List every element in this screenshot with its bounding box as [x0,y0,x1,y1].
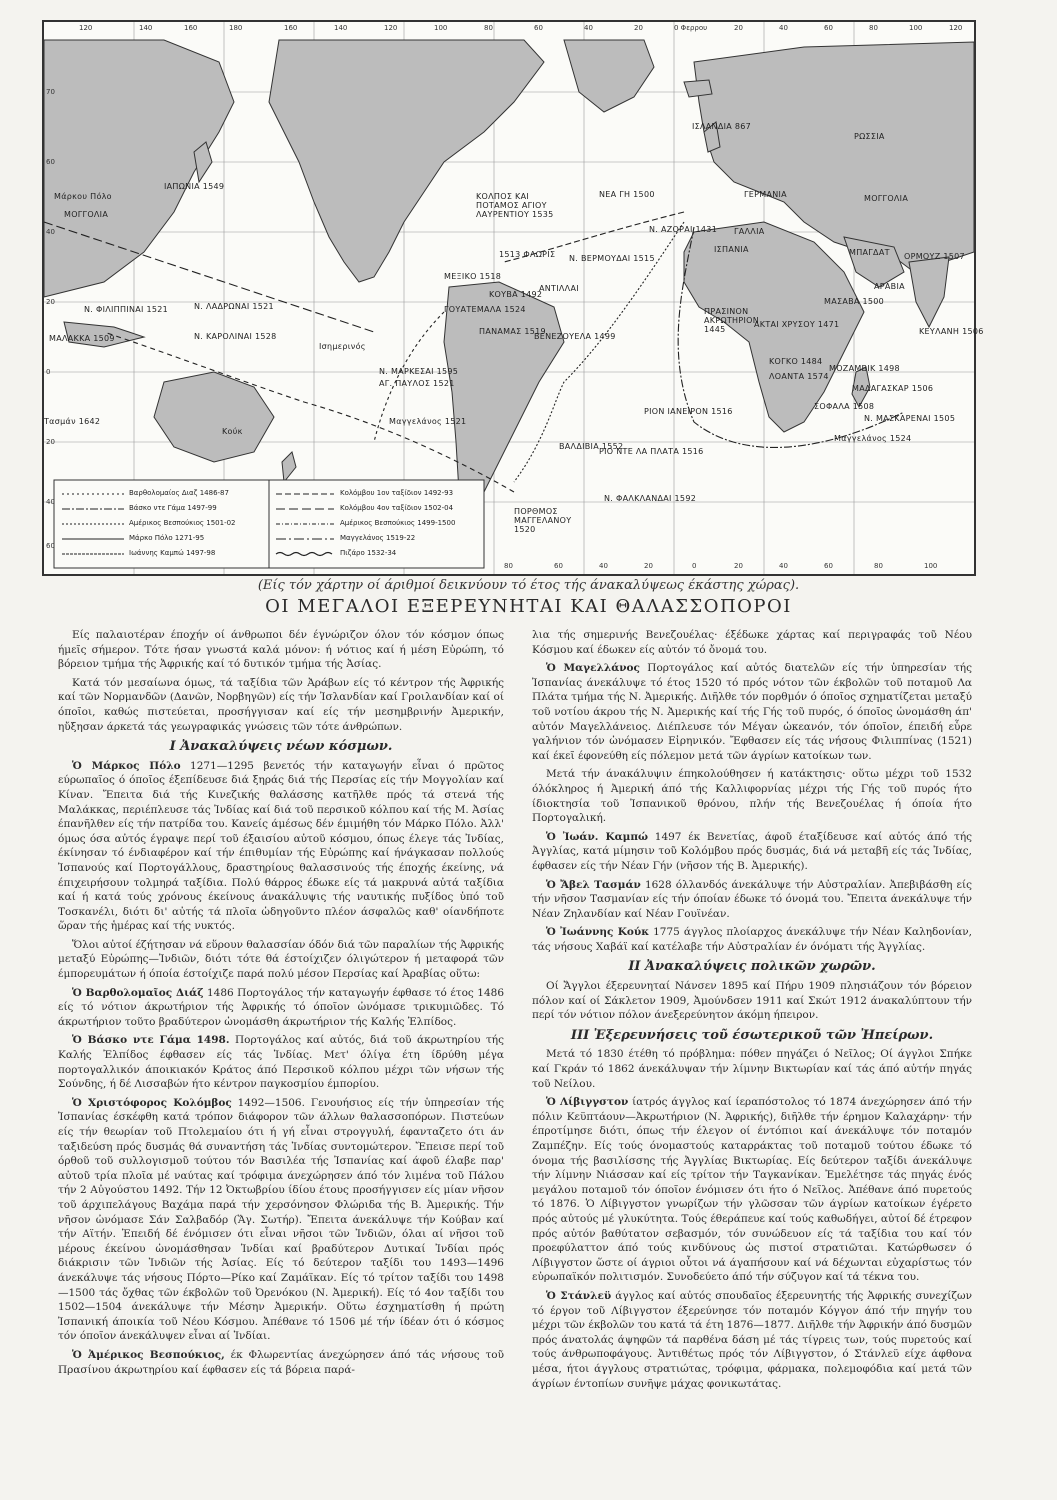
legend-entry: Βάσκο ντε Γάμα 1497-99 [129,504,217,512]
map-label: Ν. ΒΕΡΜΟΥΔΑΙ 1515 [569,254,655,263]
bottom-tick: 20 [734,562,743,570]
left-tick: 0 [46,368,51,376]
map-label: ΓΑΛΛΙΑ [734,227,765,236]
paragraph-text: 1628 όλλανδός άνεκάλυψε τήν Αὐστραλίαν. Ἀπεβιβάσθη είς τήν νῆσον Τασμανίαν είς τήν όποίαν έδωκε τό όνομά του. Ἔπειτα άνεκάλυψε τήν Νέαν Ζηλανδίαν καί Νέαν Γουϊνέαν. [532,878,972,920]
map-label: ΜΟΓΓΟΛΙΑ [64,210,109,219]
map-label: Μαγγελάνος 1524 [834,434,912,443]
map-label: Ν. ΚΑΡΟΛΙΝΑΙ 1528 [194,332,277,341]
section-heading: Ι Ἀνακαλύψεις νέων κόσμων. [169,739,393,755]
bottom-tick: 80 [504,562,513,570]
left-tick: 70 [46,88,55,96]
paragraph: Ὅλοι αὐτοί έζήτησαν νά εὕρουν θαλασσίαν όδόν διά τῶν παραλίων τής Ἀφρικής μεταξύ Εὐρώπης—Ἰνδιῶν, διότι τότε θά έστοίχιζεν όλιγώτερον ή μεταφορά τῶν έμπορευμάτων ή όποία έστοίχιζε παρά πολύ μέσον Περσίας καί Ἀραβίας οὕτω: [58,938,504,981]
map-label: ΜΑΣΑΒΑ 1500 [824,297,885,306]
map-label: ΚΟΓΚΟ 1484 [769,357,823,366]
legend-entry: Ιωάννης Καμπώ 1497-98 [129,549,216,557]
map-label: Κούκ [222,427,243,436]
map-label: ΝΕΑ ΓΗ 1500 [599,190,655,199]
map-label: Ισημερινός [319,342,366,351]
map-label: ΡΩΣΣΙΑ [854,132,885,141]
paragraph-text: 1486 Πορτογάλος τήν καταγωγήν έφθασε τό έτος 1486 είς τό νότιον άκρωτήριον τής Ἀφρικής τό όποῖον ὠνόμασε τρικυμιῶδες. Τό άκρωτήριον τοῦτο βραδύτερον ὠνομάσθη άκρωτήριον τής Καλής Ἐλπίδος. [58,986,504,1028]
map-label: ΙΣΠΑΝΙΑ [714,245,749,254]
paragraph [532,925,972,954]
legend-entry: Αμέρικος Βεσπούκιος 1501-02 [129,519,236,527]
top-tick: 120 [949,24,963,32]
bottom-tick: 40 [779,562,788,570]
paragraph [58,1033,504,1091]
paragraph [58,1348,504,1377]
map-label: Μαγγελάνος 1521 [389,417,467,426]
map-label: ΛΟΑΝΤΑ 1574 [769,372,829,381]
map-label: ΡΙΟ ΝΤΕ ΛΑ ΠΛΑΤΑ 1516 [599,447,704,456]
paragraph: Οί Ἄγγλοι έξερευνηταί Νάνσεν 1895 καί Πήρυ 1909 πλησιάζουν τόν βόρειον πόλον καί οί Σάκλετον 1909, Ἀμούνδσεν 1911 καί Σκώτ 1912 άνακαλύπτουν τήν περί τόν νότιον πόλον άνεξερεύνητον άκόμη ήπειρον. [532,980,972,1022]
legend-entry: Κολόμβου 4ον ταξίδιον 1502-04 [340,504,454,512]
map-label: ΑΓ. ΠΑΥΛΟΣ 1521 [379,379,455,388]
paragraph-text: έκ Φλωρεντίας άνεχώρησεν άπό τάς νήσους τοῦ Πρασίνου άκρωτηρίου καί έφθασεν είς τά βόρεια παρά- [58,1348,504,1376]
explorer-name: Ὁ Ἀμέρικος Βεσπούκιος, [72,1348,225,1361]
map-label: Μάρκου Πόλο [54,192,112,201]
map-label: ΜΠΑΓΔΑΤ [849,248,890,257]
top-tick: 140 [334,24,348,32]
bottom-tick: 80 [874,562,883,570]
top-tick: 100 [909,24,923,32]
map-label: ΠΟΡΘΜΟΣ ΜΑΓΓΕΛΑΝΟΥ 1520 [514,507,572,534]
map-label: ΡΙΟΝ ΙΑΝΕΙΡΟΝ 1516 [644,407,733,416]
map-label: ΙΣΛΑΝΔΙΑ 867 [692,122,752,131]
top-tick: 60 [824,24,833,32]
bottom-tick: 100 [924,562,938,570]
top-tick: 40 [584,24,593,32]
map-label: ΑΚΤΑΙ ΧΡΥΣΟΥ 1471 [754,320,840,329]
paragraph-text: 1492—1506. Γενουήσιος είς τήν ὑπηρεσίαν τής Ἰσπανίας έσκέφθη κατά τρόπον διάφορον τῶν άλλων θαλασσοπόρων. Πιστεύων είς τήν θεωρίαν τοῦ Πτολεμαίου ότι ή γή εἶναι στρογγυλή, έφανταζετο ότι άν ταξιδεύση πρός δυσμάς θά συναντήση τάς Ἰνδίας συντομώτερον. Ἔπεισε περί τοῦ όρθοῦ τοῦ συλλογισμοῦ τούτου τόν Βασιλέα τής Ἰσπανίας καί άφοῦ έλαβε παρ' αὐτοῦ τρία πλοῖα μέ ναύτας καί τρόφιμα άνεχώρησεν άπό τόν λιμένα τοῦ Πάλου τήν 2 Αὐγούστου 1492. Τήν 12 Ὀκτωβρίου ίδίου έτους προσήγγισεν είς μίαν νῆσον τοῦ άρχιπελάγους Βαχάμα παρά τήν χερσόνησον Φλώριδα τής Β. Ἀμερικής. Τήν νῆσον ὠνόμασε Σάν Σαλβαδόρ (Ἅγ. Σωτήρ). Ἔπειτα άνεκάλυψε τήν Κούβαν καί τήν Αϊτήν. Ἐπειδή δέ ένόμισεν ότι εἶναι νῆσοι τῶν Ἰνδιῶν, όλαι αί νῆσοι τοῦ μέρους έκείνου ὠνομάσθησαν Ἰνδίαι καί βραδύτερον Δυτικαί Ἰνδίαι πρός διάκρισιν τῶν Ἰνδιῶν τής Ἀσίας. Είς τό δεύτερον ταξίδι του 1493—1496 άνεκάλυψε τάς νήσους Πόρτο—Ρίκο καί Ζαμάϊκαν. Είς τό τρίτον ταξίδι του 1498—1500 τάς ὄχθας τῶν έκβολῶν τοῦ Ὀρενόκου (Ν. Ἀμερική). Είς τό 4ον ταξίδι του 1502—1504 άνεκάλυψε τήν Μέσην Ἀμερικήν. Οὕτω έσχηματίσθη ή πρώτη Ἰσπανική άποικία τοῦ Νέου Κόσμου. Ἀπέθανε τό 1506 μέ τήν ίδέαν ότι ό κόσμος τόν όποῖον άνεκάλυψεν εἶναι αί Ἰνδίαι. [58,1096,504,1343]
legend-entry: Μάρκο Πόλο 1271-95 [129,534,205,542]
map-label: ΠΑΝΑΜΑΣ 1519 [479,327,546,336]
right-column [532,628,972,1395]
bottom-tick: 60 [554,562,563,570]
top-tick: 120 [79,24,93,32]
top-tick: 80 [484,24,493,32]
top-tick: 20 [734,24,743,32]
map-label: ΓΟΥΑΤΕΜΑΛΑ 1524 [444,305,526,314]
map-label: ΓΕΡΜΑΝΙΑ [744,190,787,199]
top-tick: 160 [284,24,298,32]
legend-entry: Πιζάρο 1532-34 [340,549,397,557]
left-tick: 60 [46,158,55,166]
top-tick: 120 [384,24,398,32]
explorer-name: Ὁ Στάνλεϋ [546,1289,612,1302]
map-label: ΚΕΥΛΑΝΗ 1506 [919,327,984,336]
left-tick: 20 [46,298,55,306]
map-label: ΟΡΜΟΥΖ 1507 [904,252,965,261]
legend-entry: Αμέρικος Βεσπούκιος 1499-1500 [340,519,456,527]
top-tick: 100 [434,24,448,32]
paragraph [58,759,504,934]
explorer-name: Ὁ Βάσκο ντε Γάμα 1498. [72,1034,230,1047]
map-label: ΙΑΠΩΝΙΑ 1549 [164,182,225,191]
map-label: ΠΡΑΣΙΝΟΝ ΑΚΡΩΤΗΡΙΟΝ 1445 [704,307,760,334]
top-tick: 0 Φερρου [674,24,708,32]
explorer-name: Ὁ Ἰωάν. Καμπώ [546,830,649,843]
paragraph-text: Πορτογάλος καί αὐτός, διά τοῦ άκρωτηρίου τής Καλής Ἐλπίδος έφθασεν είς τάς Ἰνδίας. Μετ' όλίγα έτη ίδρύθη μέγα πορτογαλλικόν άποικιακόν Κράτος άπό Περσικοῦ κόλπου μέχρι τῶν νήσων τής Σούνδης, ή δέ Λισσαβών ήτο κέντρον παγκοσμίου έμπορίου. [58,1034,504,1091]
map-label: ΑΡΑΒΙΑ [874,282,905,291]
paragraph [532,878,972,922]
map-label: Ν. ΜΑΡΚΕΣΑΙ 1595 [379,367,459,376]
paragraph [532,1095,972,1285]
map-label: ΚΟΛΠΟΣ ΚΑΙ ΠΟΤΑΜΟΣ ΑΓΙΟΥ ΛΑΥΡΕΝΤΙΟΥ 1535 [476,192,554,219]
map-caption: (Είς τόν χάρτην οί άριθμοί δεικνύουν τό έτος τής άνακαλύψεως έκάστης χώρας). [257,578,800,593]
paragraph-text: άγγλος καί αὐτός σπουδαῖος έξερευνητής τής Ἀφρικής συνεχίζων τό έργον τοῦ Λίβιγγστον έξερεύνησε τόν ποταμόν Κόγγον άπό τήν πηγήν του μέχρι τῶν έκβολῶν του κατά τά έτη 1876—1877. Διῆλθε τήν Ἀφρικήν άπό δυσμῶν πρός άνατολάς άψηφῶν τά παρθένα δάση μέ τάς τίγρεις των, τούς πυρετούς καί τούς άνθρωποφάγους. Ἀντιθέτως πρός τόν Λίβιγγστον, ό Στάνλεϋ είχε άφθονα μέσα, ήτοι άγγλους στρατιώτας, τρόφιμα, φάρμακα, πολεμοφόδια καί μετά τῶν άγρίων έντοπίων συνῆψε μάχας φονικωτάτας. [532,1289,972,1390]
map-label: ΜΕΞΙΚΟ 1518 [444,272,502,281]
legend-entry: Μαγγελάνος 1519-22 [340,534,416,542]
paragraph-text: ίατρός άγγλος καί ίεραπόστολος τό 1874 άνεχώρησεν άπό τήν πόλιν Κεϋπτάουν—Ἀκρωτήριον (Ν. Ἀφρικής), διῆλθε τήν έρημον Καλαχάρην· τήν έπροτίμησε διότι, όπως τήν έλεγον οί έντόπιοι καί άνεκάλυψε τόν ποταμόν Ζαμπέζην. Είς τούς όνομαστούς καταρράκτας τοῦ ποταμοῦ τούτου έδωκε τό όνομα τής βασιλίσσης τής Ἀγγλίας Βικτωρίας. Είς δεύτερον ταξίδι άνεκάλυψε τήν λίμνην Νιάσσαν καί είς τρίτον τήν Ταγκανίκαν. Ἐμελέτησε τάς πηγάς ένός μεγάλου ποταμοῦ τόν όποῖον ένόμισεν ότι ήτο ό Νεῖλος. Ἀπέθανε άπό πυρετούς τό 1876. Ὁ Λίβιγγστον γνωρίζων τήν γλῶσσαν τῶν άγρίων κατοίκων έγέρετο πρός αὐτούς μέ γλυκύτητα. Τούς έθεράπευε καί τούς καθωδήγει, αὐτοί δέ έτρεφον πρός αὐτόν βαθύτατον σεβασμόν, τόν συνώδευον είς τά ταξίδια του καί τόν προεφύλαττον άπό τούς κινδύνους ὡς πιστοί στρατιῶται. Κατώρθωσεν ό Λίβιγγστον ὥστε οί άγριοι οὗτοι νά άγαπήσουν καί νά δέχωνται εὐχαρίστως τόν εὐρωπαϊκόν πολιτισμόν. Συνοδεύετο άπό τήν σύζυγον καί τά τέκνα του. [532,1096,973,1284]
explorer-name: Ὁ Μαγελλάνος [546,662,640,675]
explorer-name: Ὁ Ἰωάννης Κούκ [546,926,650,939]
top-tick: 60 [534,24,543,32]
top-tick: 160 [184,24,198,32]
explorer-name: Ὁ Χριστόφορος Κολόμβος [72,1096,232,1109]
bottom-tick: 40 [599,562,608,570]
paragraph [532,1289,972,1391]
section-heading: ΙΙ Ἀνακαλύψεις πολικῶν χωρῶν. [628,959,876,975]
explorer-name: Ὁ Βαρθολομαῖος Διάζ [72,986,204,999]
paragraph-text: 1271—1295 βενετός τήν καταγωγήν εἶναι ό πρῶτος εύρωπαῖος ό όποῖος έξεπίδευσε διά ξηράς διά τής Περσίας είς τήν Μογγολίαν καί Κίναν. Ἔπειτα διά τής Κινεζικής θαλάσσης κατῆλθε πρός τά στενά τής Μαλάκκας, περιέπλευσε τάς Ἰνδίας καί διά τοῦ περσικοῦ κόλπου καί τής Μ. Ἀσίας έπανῆλθεν είς τήν πατρίδα του. Κανείς άμέσως δέν έμιμήθη τόν Μάρκο Πόλο. Ἀλλ' όμως όσα αὐτός έγραψε περί τοῦ έξαισίου αὐτοῦ κόσμου, όπως έλεγε τάς Ἰνδίας, έκίνησαν τό ένδιαφέρον καί τήν έπιθυμίαν τής Εὐρώπης καί ήνάγκασαν πολλούς Ἰσπανούς καί Πορτογάλλους, δραστηρίους θαλασσινούς τής έποχής έκείνης, νά έπιχειρήσουν τολμηρά ταξίδια. Πολύ θάρρος έδωκε είς τά μακρυνά αὐτά ταξίδια καί ή κατά τούς χρόνους έκείνους άνακάλυψις τής ναυτικής πυξίδος ὑπό τοῦ Τοσκανέλι, διότι δι' αὐτής τά πλοῖα ὡδηγοῦντο πλέον άσφαλῶς καθ' οίανδήποτε ὥραν τής ἡμέρας καί τής νυκτός. [58,759,504,933]
top-tick: 180 [229,24,243,32]
top-tick: 40 [779,24,788,32]
paragraph: Μετά τό 1830 έτέθη τό πρόβλημα: πόθεν πηγάζει ό Νεῖλος; Οί άγγλοι Σπήκε καί Γκράν τό 1862 άνεκάλυψαν τήν λίμνην Βικτωρίαν καί τάς άπό αὐτήν πηγάς τοῦ Νείλου. [532,1048,972,1090]
left-tick: 20 [46,438,55,446]
explorer-name: Ὁ Ἄβελ Τασμάν [546,878,641,891]
map-label: ΜΑΛΑΚΚΑ 1509 [49,334,115,343]
map-label: Ν. ΜΑΣΚΑΡΕΝΑΙ 1505 [864,414,956,423]
paragraph-text: 1775 άγγλος πλοίαρχος άνεκάλυψε τήν Νέαν Καληδονίαν, τάς νήσους Χαβάϊ καί κατέλαβε τήν Αὐστραλίαν έν όνόματι τής Ἀγγλίας. [532,926,972,953]
paragraph-text: 1497 έκ Βενετίας, άφοῦ έταξίδευσε καί αὐτός άπό τής Ἀγγλίας, κατά μίμησιν τοῦ Κολόμβου πρός δυσμάς, διά νά μεταβῆ είς τάς Ἰνδίας, έφθασεν είς τήν Νέαν Γήν (νῆσον τής Β. Ἀμερικής). [532,830,972,872]
map-label: Ν. ΑΖΟΡΑΙ 1431 [649,225,718,234]
page-title: ΟΙ ΜΕΓΑΛΟΙ ΕΞΕΡΕΥΝΗΤΑΙ ΚΑΙ ΘΑΛΑΣΣΟΠΟΡΟΙ [265,596,792,617]
top-tick: 80 [869,24,878,32]
left-tick: 40 [46,228,55,236]
paragraph: Κατά τόν μεσαίωνα όμως, τά ταξίδια τῶν Ἀράβων είς τό κέντρον τής Ἀφρικής καί τῶν Νορμανδῶν (Δανῶν, Νορβηγῶν) είς τήν Ἰσλανδίαν καί Γροιλανδίαν καί οί όποῖοι, καθώς πιστεύεται, προσήγγισαν καί είς τήν μεσημβρινήν Ἀμερικήν, ηὔξησαν άρκετά τάς γεωγραφικάς γνώσεις τῶν τότε άνθρώπων. [58,676,504,733]
legend-entry: Κολόμβου 1ον ταξίδιον 1492-93 [340,489,454,497]
paragraph: Μετά τήν άνακάλυψιν έπηκολούθησεν ή κατάκτησις· οὕτω μέχρι τοῦ 1532 όλόκληρος ή Ἀμερική άπό τής Καλλιφορνίας μέχρι τής Γής τοῦ πυρός ήτο ίδιοκτησία τοῦ Ἰσπανικοῦ θρόνου, πλήν τής Βενεζουέλας ή όποία ήτο Πορτογαλική. [532,768,972,825]
bottom-tick: 60 [824,562,833,570]
top-tick: 20 [634,24,643,32]
section-heading: ΙΙΙ Ἐξερευνήσεις τοῦ έσωτερικοῦ τῶν Ἠπείρων. [570,1027,934,1043]
bottom-tick: 0 [692,562,697,570]
map-label: Ν. ΛΑΔΡΩΝΑΙ 1521 [194,302,274,311]
map-label: Ν. ΦΙΛΙΠΠΙΝΑΙ 1521 [84,305,169,314]
paragraph: λια τής σημερινής Βενεζουέλας· έξέδωκε χάρτας καί περιγραφάς τοῦ Νέου Κόσμου καί έδωκεν είς αὐτόν τό ὄνομά του. [532,629,972,656]
map-label: ΜΟΓΓΟΛΙΑ [864,194,909,203]
paragraph [532,830,972,874]
map-label: ΚΟΥΒΑ 1492 [489,290,543,299]
explorer-name: Ὁ Μάρκος Πόλο [72,759,181,772]
explorer-name: Ὁ Λίβιγγστον [546,1096,629,1109]
map-label: 1513 ΦΛΩΡΙΣ [499,250,556,259]
paragraph [532,661,972,763]
legend-entry: Βαρθολομαίος Διαζ 1486-87 [129,489,229,497]
bottom-tick: 20 [644,562,653,570]
map-label: ΜΑΔΑΓΑΣΚΑΡ 1506 [852,384,934,393]
left-tick: 40 [46,498,55,506]
map-label: Ν. ΦΑΛΚΛΑΝΔΑΙ 1592 [604,494,697,503]
top-tick: 140 [139,24,153,32]
left-tick: 60 [46,542,55,550]
paragraph-text: Πορτογάλος καί αὐτός διατελῶν είς τήν ὑπηρεσίαν τής Ἰσπανίας άνεκάλυψε τό έτος 1520 τό πρός νότον τῶν έκβολῶν τοῦ ποταμοῦ Λα Πλάτα τμήμα τής Ν. Ἀμερικής. Διῆλθε τόν πορθμόν ό όποῖος σχηματίζεται μεταξύ τοῦ νοτίου άκρου τής Ν. Ἀμερικής καί τής Γής τοῦ πυρός, ό όποῖος ὠνομάσθη άπ' αὐτόν Μαγελλάνειος. Διέπλευσε τόν Μέγαν ὠκεανόν, τόν όποῖον, έπειδή εὗρε γαλήνιον τόν ὠνόμασεν Εἰρηνικόν. Ἔφθασεν είς τάς νήσους Φιλιππίνας (1521) καί έκεῖ έφονεύθη είς πόλεμον μετά τῶν άγρίων κατοίκων των. [532,662,972,762]
map-label: ΒΕΝΕΖΟΥΕΛΑ 1499 [534,332,616,341]
paragraph [58,986,504,1030]
map-label: ΣΟΦΑΛΑ 1508 [814,402,875,411]
paragraph [58,1096,504,1344]
map-label: ΑΝΤΙΛΛΑΙ [539,284,579,293]
map-label: ΜΟΖΑΜΒΙΚ 1498 [829,364,900,373]
map-label: ΒΑΛΔΙΒΙΑ 1552 [559,442,624,451]
world-map [42,20,984,576]
paragraph: Είς παλαιοτέραν έποχήν οί άνθρωποι δέν έγνώριζον όλον τόν κόσμον όπως ήμεῖς σήμερον. Τότε ήσαν γνωστά καλά μόνον: ή νότιος καί ή μέση Εὐρώπη, τό βόρειον τμήμα τής Ἀφρικής καί τό δυτικόν τμήμα τής Ἀσίας. [58,629,504,671]
map-label: Τασμάν 1642 [44,417,101,426]
left-column [58,628,504,1381]
